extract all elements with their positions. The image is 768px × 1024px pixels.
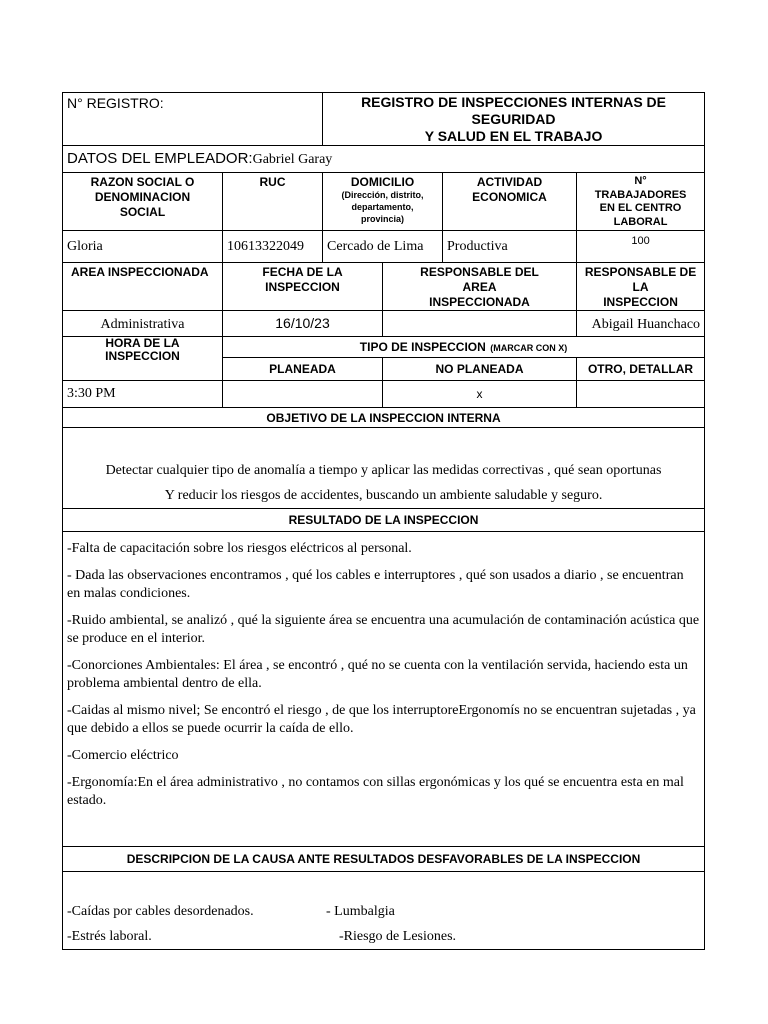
trab-header-line3: EN EL CENTRO [599,202,682,214]
objetivo-text [63,428,705,509]
causa-row-2 [67,924,700,949]
tipo-header [223,337,705,358]
no-planeada-header: NO PLANEADA [383,358,577,381]
causa-body [63,872,705,950]
fecha-header-line1: FECHA DE LA [262,265,343,279]
causa-row-1 [67,899,700,924]
resultado-item: -Comercio eléctrico [67,748,179,763]
tipo-header-label: TIPO DE INSPECCION [359,340,486,354]
causa-item: -Riesgo de Lesiones. [339,929,457,944]
fecha-header [223,263,383,311]
domicilio-value: Cercado de Lima [323,231,443,263]
form-title-line2: Y SALUD EN EL TRABAJO [424,128,603,144]
fecha-header-line2: INSPECCION [265,280,340,294]
causa-item: -Estrés laboral. [67,929,152,944]
domicilio-header-title: DOMICILIO [350,175,415,189]
resultado-item: - Dada las observaciones encontramos , qué los cables e interruptores , qué son usados a diario , se encuentran en malas condiciones. [67,568,684,601]
resp-area-header-line3: INSPECCIONADA [429,295,530,309]
hora-header-line2: INSPECCION [105,349,180,363]
resultado-item: -Caidas al mismo nivel; Se encontró el riesgo , de que los interruptoreErgonomís no se encuentran sujetadas , ya que debido a ellos se puede ocurrir la caída de ello. [67,703,696,736]
resp-insp-header-line2: INSPECCION [603,295,678,309]
empleador-row [63,146,705,173]
trabajadores-value: 100 [577,231,705,263]
actividad-header [443,173,577,231]
razon-social-value: Gloria [63,231,223,263]
causa-title: DESCRIPCION DE LA CAUSA ANTE RESULTADOS DESFAVORABLES DE LA INSPECCION [63,847,705,872]
resp-area-header-line2: AREA [462,280,497,294]
objetivo-title: OBJETIVO DE LA INSPECCION INTERNA [63,408,705,428]
actividad-value: Productiva [443,231,577,263]
tipo-header-note: (MARCAR CON X) [490,343,568,353]
trab-header-line2: TRABAJADORES [594,188,687,201]
otro-header: OTRO, DETALLAR [577,358,705,381]
otro-value [577,381,705,408]
no-planeada-mark: x [383,381,577,408]
causa-item: - Lumbalgia [326,904,395,919]
planeada-header: PLANEADA [223,358,383,381]
resultado-item: -Conorciones Ambientales: El área , se encontró , qué no se cuenta con la ventilación servida, haciendo esta un problema ambiental dentro de ella. [67,658,688,691]
resp-area-header [383,263,577,311]
resultado-body [63,532,705,847]
razon-header-line1: RAZON SOCIAL O [90,175,195,189]
empleador-label: DATOS DEL EMPLEADOR: [67,150,253,167]
razon-header-line3: SOCIAL [119,205,166,219]
hora-header-line1: HORA DE LA [105,336,180,350]
domicilio-header [323,173,443,231]
trab-header-line1: N° [634,175,647,187]
area-value: Administrativa [63,311,223,337]
form-title [323,93,705,146]
ruc-value: 10613322049 [223,231,323,263]
ruc-header: RUC [223,173,323,231]
resultado-item: -Ergonomía:En el área administrativo , no contamos con sillas ergonómicas y los qué se encuentra esta en mal estado. [67,775,684,808]
trab-header-line4: LABORAL [613,215,668,228]
resp-area-header-line1: RESPONSABLE DEL [420,265,539,279]
inspection-form [62,92,705,950]
resultado-title: RESULTADO DE LA INSPECCION [63,509,705,532]
resultado-item: -Ruido ambiental, se analizó , qué la siguiente área se encuentra una acumulación de contaminación acústica que se produce en el interior. [67,613,700,646]
trabajadores-header [577,173,705,231]
hora-header [63,337,223,381]
resp-insp-header [577,263,705,311]
objetivo-line2: Y reducir los riesgos de accidentes, buscando un ambiente saludable y seguro. [164,488,603,503]
registro-label: N° REGISTRO: [63,93,323,146]
causa-item: -Caídas por cables desordenados. [67,904,254,919]
resp-insp-value: Abigail Huanchaco [577,311,705,337]
objetivo-line1: Detectar cualquier tipo de anomalía a tiempo y aplicar las medidas correctivas , qué sean oportunas [105,463,662,478]
planeada-mark [223,381,383,408]
fecha-value: 16/10/23 [223,311,383,337]
domicilio-header-sub: (Dirección, distrito, departamento, provincia) [341,190,424,224]
razon-header-line2: DENOMINACION [94,190,191,204]
empleador-value: Gabriel Garay [252,152,333,167]
hora-value: 3:30 PM [63,381,223,408]
area-header: AREA INSPECCIONADA [63,263,223,311]
actividad-header-line2: ECONOMICA [472,190,547,204]
form-title-line1: REGISTRO DE INSPECCIONES INTERNAS DE SEGURIDAD [361,94,666,127]
actividad-header-line1: ACTIVIDAD [476,175,543,189]
resp-insp-header-line1: RESPONSABLE DE LA [584,265,697,294]
razon-social-header [63,173,223,231]
resultado-item: -Falta de capacitación sobre los riesgos eléctricos al personal. [67,541,412,556]
resp-area-value [383,311,577,337]
